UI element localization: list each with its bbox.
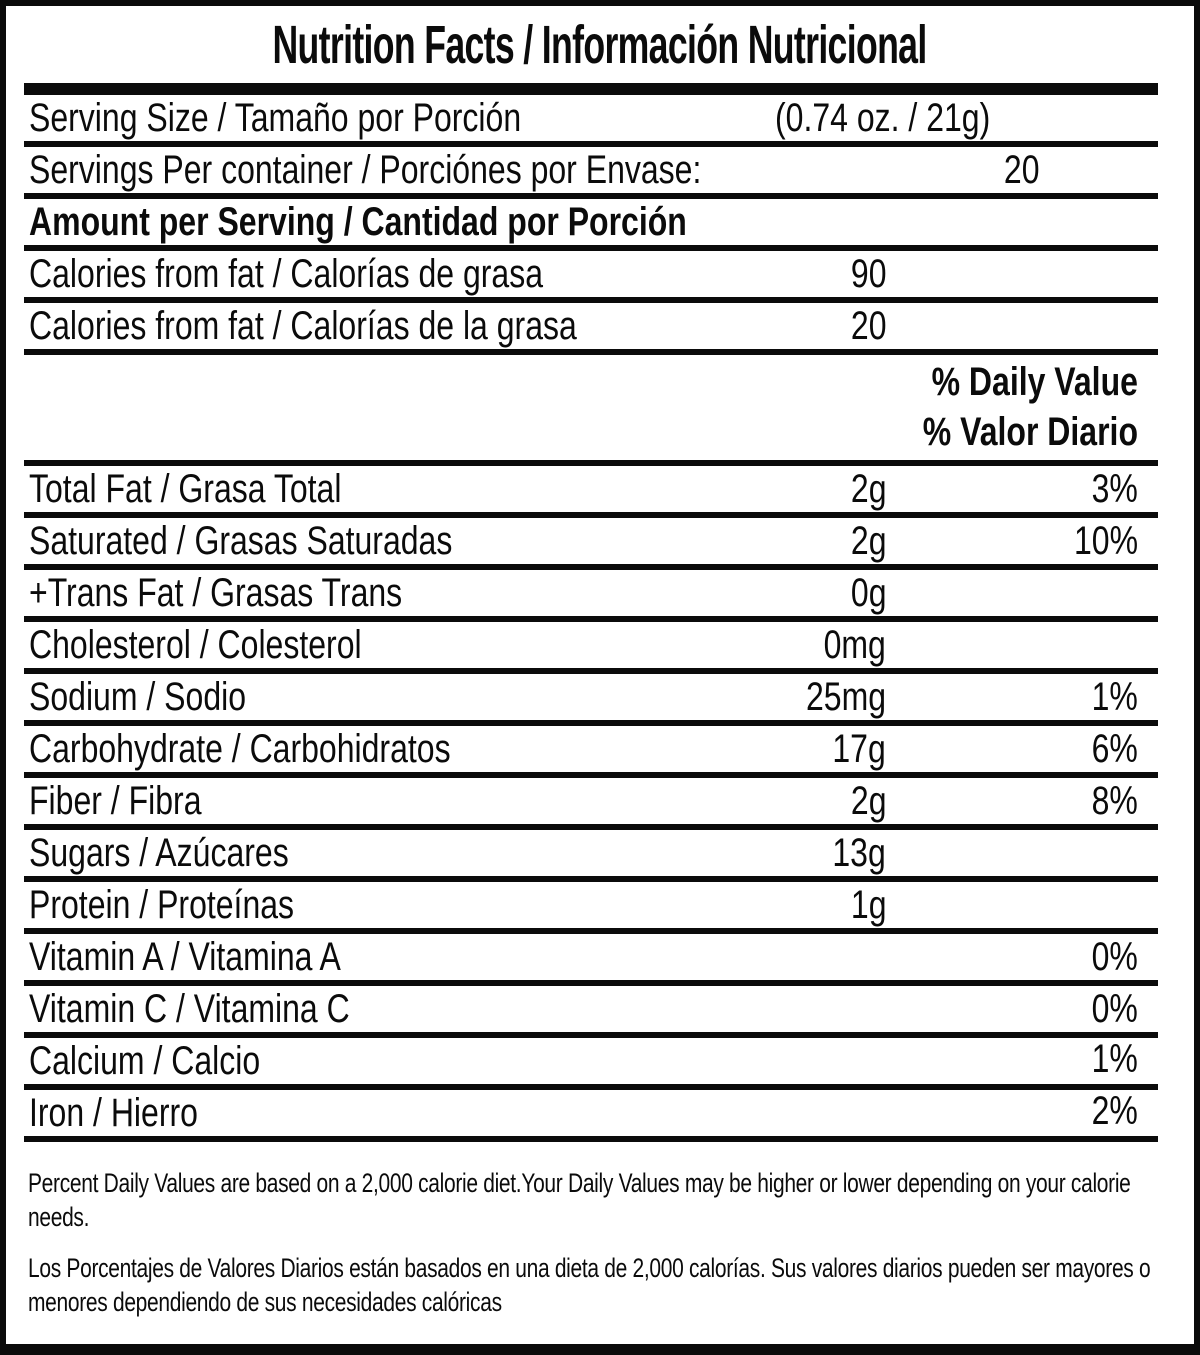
nutrient-label: Sugars / Azúcares (29, 830, 289, 875)
nutrient-percent: 3% (1091, 466, 1138, 511)
nutrient-label: Serving Size / Tamaño por Porción (29, 95, 522, 140)
table-row (24, 882, 1158, 934)
nutrient-label: Amount per Serving / Cantidad por Porción (29, 199, 687, 244)
nutrient-amount: 25mg (805, 674, 886, 719)
title-divider-bar (24, 83, 1158, 95)
table-row (24, 147, 1158, 199)
table-row (24, 622, 1158, 674)
nutrient-percent: 8% (1091, 778, 1138, 823)
table-row (24, 518, 1158, 570)
nutrient-amount: 0g (850, 570, 886, 615)
table-row (24, 1090, 1158, 1142)
label-header (6, 6, 1194, 83)
nutrient-label: Carbohydrate / Carbohidratos (29, 726, 451, 771)
table-row (24, 303, 1158, 355)
nutrient-label: Calories from fat / Calorías de la grasa (29, 303, 577, 348)
daily-value-label-es: % Valor Diario (922, 410, 1138, 454)
table-row (24, 570, 1158, 622)
serving-info-section (24, 95, 1158, 355)
nutrient-percent: 1% (1091, 1037, 1138, 1081)
nutrient-amount: 20 (1003, 147, 1040, 192)
nutrient-amount: 2g (850, 466, 886, 511)
nutrient-amount: 20 (850, 303, 886, 348)
nutrient-percent: 10% (1073, 518, 1138, 563)
table-row (24, 251, 1158, 303)
nutrient-amount: 2g (850, 518, 886, 563)
nutrient-amount: 90 (850, 251, 886, 296)
nutrient-label: Servings Per container / Porciónes por Envase: (29, 147, 702, 192)
nutrient-label: Calories from fat / Calorías de grasa (29, 251, 543, 296)
nutrition-table (24, 95, 1158, 1142)
daily-value-label-en: % Daily Value (931, 360, 1138, 404)
nutrient-label: Calcium / Calcio (29, 1038, 261, 1083)
footnote-spanish: Los Porcentajes de Valores Diarios están basados en una dieta de 2,000 calorías. Sus valores diarios pueden ser mayores o menores dependiendo de sus necesidades calóricas (28, 1253, 1151, 1317)
nutrient-percent: 1% (1091, 674, 1138, 719)
nutrient-amount: 2g (850, 778, 886, 823)
nutrient-percent: 6% (1091, 726, 1138, 771)
nutrient-amount: 17g (832, 726, 886, 771)
table-row (24, 95, 1158, 147)
nutrient-label: Total Fat / Grasa Total (29, 466, 342, 511)
nutrient-label: Vitamin A / Vitamina A (29, 934, 341, 979)
page-title: Nutrition Facts / Información Nutricional (272, 14, 928, 75)
table-row (24, 778, 1158, 830)
footnote-english: Percent Daily Values are based on a 2,000 calorie diet.Your Daily Values may be higher or lower depending on your calorie needs. (28, 1168, 1131, 1232)
table-row (24, 830, 1158, 882)
nutrient-amount: 1g (850, 882, 886, 927)
nutrient-percent: 2% (1091, 1089, 1138, 1133)
nutrient-label: Cholesterol / Colesterol (29, 622, 362, 667)
table-row (24, 674, 1158, 726)
table-row (24, 934, 1158, 986)
nutrient-section (24, 466, 1158, 1142)
nutrient-amount: (0.74 oz. / 21g) (775, 95, 991, 140)
nutrient-amount: 13g (832, 830, 886, 875)
nutrient-amount: 0mg (823, 622, 886, 667)
daily-value-header (24, 355, 1158, 466)
table-row (24, 199, 1158, 251)
nutrient-label: +Trans Fat / Grasas Trans (29, 570, 403, 615)
nutrient-label: Iron / Hierro (29, 1090, 198, 1135)
table-row (24, 986, 1158, 1038)
nutrient-label: Saturated / Grasas Saturadas (29, 518, 453, 563)
nutrient-percent: 0% (1091, 934, 1138, 979)
table-row (24, 1038, 1158, 1090)
nutrient-label: Fiber / Fibra (29, 778, 202, 823)
table-row (24, 726, 1158, 778)
nutrient-label: Sodium / Sodio (29, 674, 247, 719)
nutrient-label: Vitamin C / Vitamina C (29, 986, 350, 1031)
nutrient-percent: 0% (1091, 986, 1138, 1031)
nutrient-label: Protein / Proteínas (29, 882, 295, 927)
footnotes (28, 1166, 1164, 1319)
table-row (24, 466, 1158, 518)
